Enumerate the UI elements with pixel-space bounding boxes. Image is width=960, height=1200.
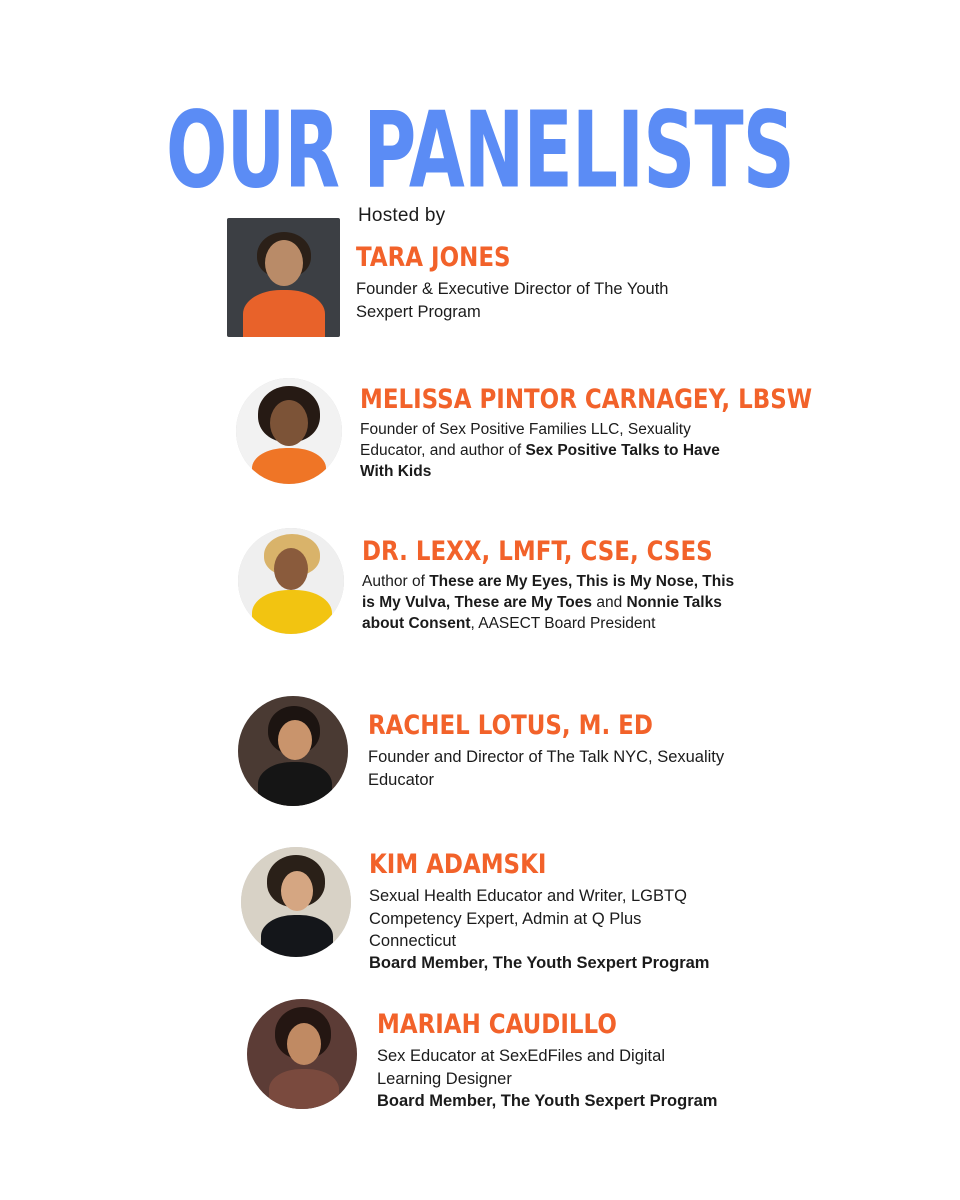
portrait-mariah-caudillo xyxy=(247,999,357,1109)
portrait-rachel-lotus xyxy=(238,696,348,806)
page-title: OUR PANELISTS xyxy=(166,88,794,212)
panelist-description: Founder & Executive Director of The Youth Sexpert Program xyxy=(356,280,669,321)
panelist-info xyxy=(351,847,717,974)
panelist-extra-line: Board Member, The Youth Sexpert Program xyxy=(377,1091,718,1110)
panelist-name: MELISSA PINTOR CARNAGEY, LBSW xyxy=(360,384,813,415)
panelist-row xyxy=(238,696,740,806)
panelist-description: Sexual Health Educator and Writer, LGBTQ Competency Expert, Admin at Q Plus Connecticut xyxy=(369,887,687,950)
portrait-dr-lexx xyxy=(238,528,344,634)
panelist-description: Sex Educator at SexEdFiles and Digital Learning Designer xyxy=(377,1047,665,1088)
panelist-description: Founder of Sex Positive Families LLC, Sexuality Educator, and author of Sex Positive Talks to Have With Kids xyxy=(360,421,720,481)
hosted-by-label: Hosted by xyxy=(358,205,446,226)
panelist-info xyxy=(344,528,775,635)
panelist-photo xyxy=(236,378,342,484)
panelist-description: Author of These are My Eyes, This is My Nose, This is My Vulva, These are My Toes and Nonnie Talks about Consent, AASECT Board President xyxy=(362,573,735,633)
panelist-row xyxy=(247,999,717,1112)
portrait-tara-jones xyxy=(227,218,340,337)
panelist-row xyxy=(241,847,717,974)
panelist-name: MARIAH CAUDILLO xyxy=(377,1009,617,1040)
panelist-name: DR. LEXX, LMFT, CSE, CSES xyxy=(362,536,713,567)
portrait-kim-adamski xyxy=(241,847,351,957)
panelist-name: KIM ADAMSKI xyxy=(369,849,547,880)
panelist-info xyxy=(348,696,740,791)
panelist-photo xyxy=(247,999,357,1109)
panelist-photo xyxy=(238,528,344,634)
panelist-name: RACHEL LOTUS, M. ED xyxy=(368,710,653,741)
panelist-info xyxy=(340,218,728,323)
panelist-name: TARA JONES xyxy=(356,242,511,273)
panelist-row xyxy=(238,528,775,635)
panelist-photo xyxy=(227,218,340,337)
panelist-description: Founder and Director of The Talk NYC, Sexuality Educator xyxy=(368,748,725,789)
portrait-melissa-pintor-carnagey xyxy=(236,378,342,484)
panelist-info xyxy=(357,999,717,1112)
panelist-photo xyxy=(238,696,348,806)
panelist-photo xyxy=(241,847,351,957)
panelist-row xyxy=(227,218,728,337)
panelist-info xyxy=(342,378,892,483)
panelist-row xyxy=(236,378,892,484)
panelist-extra-line: Board Member, The Youth Sexpert Program xyxy=(369,954,710,973)
